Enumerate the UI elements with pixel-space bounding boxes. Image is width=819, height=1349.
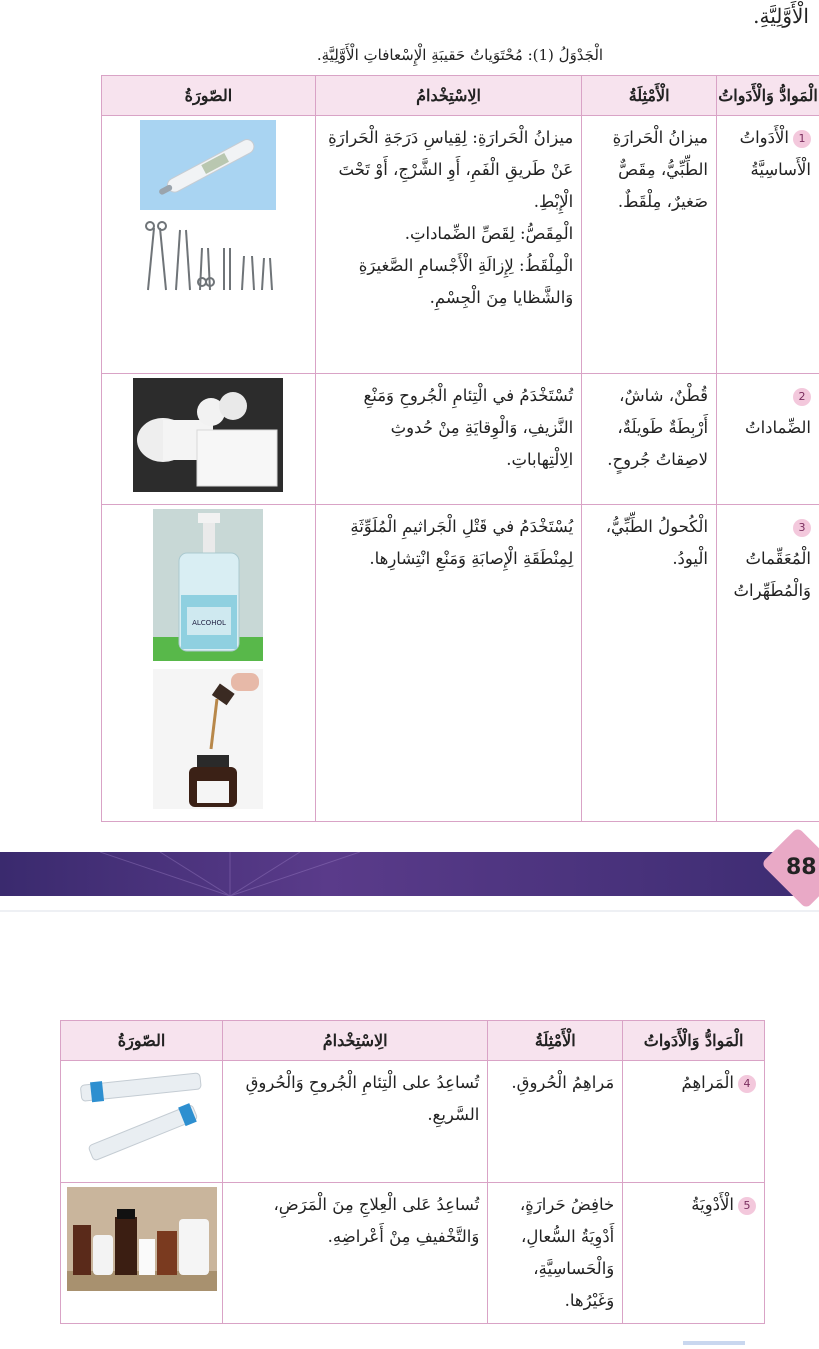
material-cell: [717, 116, 819, 374]
material-label: الْأَدَواتُ: [739, 128, 789, 147]
thermometer-image: [140, 120, 276, 210]
material-cell: [717, 374, 819, 505]
iodine-dropper-image: [153, 669, 263, 809]
page-number: 88: [786, 855, 817, 880]
usage-cell: تُساعِدُ عَلى الْعِلاجِ مِنَ الْمَرَضِ، وَالتَّخْفيفِ مِنْ أَعْراضِهِ.: [223, 1183, 488, 1324]
image-cell: [61, 1061, 223, 1183]
table-header-row: [102, 76, 819, 116]
table-row: [102, 116, 819, 374]
row-number-badge: 4: [738, 1075, 756, 1093]
material-label: الْأَدْوِيَةُ: [691, 1195, 734, 1214]
table-row: [102, 374, 819, 505]
svg-text:ALCOHOL: ALCOHOL: [192, 619, 227, 627]
image-cell: [102, 374, 316, 505]
material-label-line2: الْأَساسِيَّةُ: [750, 160, 811, 179]
header-image: الصّورَةُ: [102, 76, 316, 116]
row-number-badge: 2: [793, 388, 811, 406]
medicine-bottles-image: [67, 1187, 217, 1291]
first-aid-table: [101, 75, 819, 822]
header-image: الصّورَةُ: [61, 1021, 223, 1061]
row-number-badge: 5: [738, 1197, 756, 1215]
row-number-badge: 1: [793, 130, 811, 148]
bandages-image: [133, 378, 283, 492]
header-usage: الِاسْتِخْدامُ: [223, 1021, 488, 1061]
page-divider: [0, 910, 819, 912]
material-label: الْمَراهِمُ: [681, 1073, 734, 1092]
table-row: [61, 1061, 765, 1183]
header-usage: الِاسْتِخْدامُ: [315, 76, 581, 116]
surgical-instruments-image: [140, 218, 276, 298]
image-cell: [102, 116, 316, 374]
usage-cell: تُسْتَخْدَمُ في الْتِئامِ الْجُروحِ وَمَنْعِ النَّزيفِ، وَالْوِقايَةِ مِنْ حُدوثِ الِالْتِهاباتِ.: [315, 374, 581, 505]
usage-scissors: الْمِقَصُّ: لِقَصِّ الضِّماداتِ.: [404, 224, 574, 243]
material-label: الْمُعَقِّماتُ: [745, 549, 811, 568]
page-bottom-marker: [683, 1341, 745, 1345]
examples-cell: ميزانُ الْحَرارَةِ الطِّبِّيُّ، مِقَصٌّ صَغيرٌ، مِلْقَطٌ.: [582, 116, 717, 374]
examples-cell: قُطْنٌ، شاشٌ، أَرْبِطَةٌ طَويلَةٌ، لاصِقاتُ جُروحٍ.: [582, 374, 717, 505]
top-text-fragment: الْأَوَّلِيَّةِ.: [753, 4, 809, 28]
band-decoration: [100, 852, 360, 896]
table-row: [61, 1183, 765, 1324]
examples-cell: خافِضُ حَرارَةٍ، أَدْوِيَةُ السُّعالِ، وَالْحَساسِيَّةِ، وَغَيْرُها.: [488, 1183, 623, 1324]
first-aid-table-continued: [60, 1020, 765, 1324]
usage-tweezers: الْمِلْقَطُ: لِإِزالَةِ الْأَجْسامِ الصَّغيرَةِ وَالشَّظايا مِنَ الْجِسْمِ.: [358, 256, 574, 307]
header-examples: الْأَمْثِلَةُ: [582, 76, 717, 116]
material-label-line2: وَالْمُطَهِّراتُ: [733, 581, 811, 600]
row-number-badge: 3: [793, 519, 811, 537]
examples-cell: الْكُحولُ الطِّبِّيُّ، الْيودُ.: [582, 505, 717, 822]
header-examples: الْأَمْثِلَةُ: [488, 1021, 623, 1061]
table-row: [102, 505, 819, 822]
ointment-tubes-image: [67, 1065, 217, 1161]
material-cell: [623, 1183, 765, 1324]
usage-thermometer: ميزانُ الْحَرارَةِ: لِقِياسِ دَرَجَةِ الْحَرارَةِ عَنْ طَريقِ الْفَمِ، أَوِ الشَّرْجِ، أَوْ تَحْتَ الْإِبْطِ.: [328, 128, 574, 211]
material-label: الضِّماداتُ: [745, 418, 811, 437]
material-cell: [717, 505, 819, 822]
usage-cell: [315, 116, 581, 374]
image-cell: [61, 1183, 223, 1324]
table-header-row: [61, 1021, 765, 1061]
table-caption: الْجَدْوَلُ (1): مُحْتَوَياتُ حَقيبَةِ الْإِسْعافاتِ الْأَوَّلِيَّةِ.: [316, 46, 604, 64]
usage-cell: تُساعِدُ على الْتِئامِ الْجُروحِ وَالْحُروقِ السَّريعِ.: [223, 1061, 488, 1183]
header-materials: الْمَوادُّ وَالْأَدَواتُ: [623, 1021, 765, 1061]
header-materials: الْمَوادُّ وَالْأَدَواتُ: [717, 76, 819, 116]
alcohol-bottle-image: [153, 509, 263, 661]
usage-cell: يُسْتَخْدَمُ في قَتْلِ الْجَراثيمِ الْمُلَوِّثَةِ لِمِنْطَقَةِ الْإِصابَةِ وَمَنْعِ انْتِشارِها.: [315, 505, 581, 822]
image-cell: [102, 505, 316, 822]
examples-cell: مَراهِمُ الْحُروقِ.: [488, 1061, 623, 1183]
material-cell: [623, 1061, 765, 1183]
